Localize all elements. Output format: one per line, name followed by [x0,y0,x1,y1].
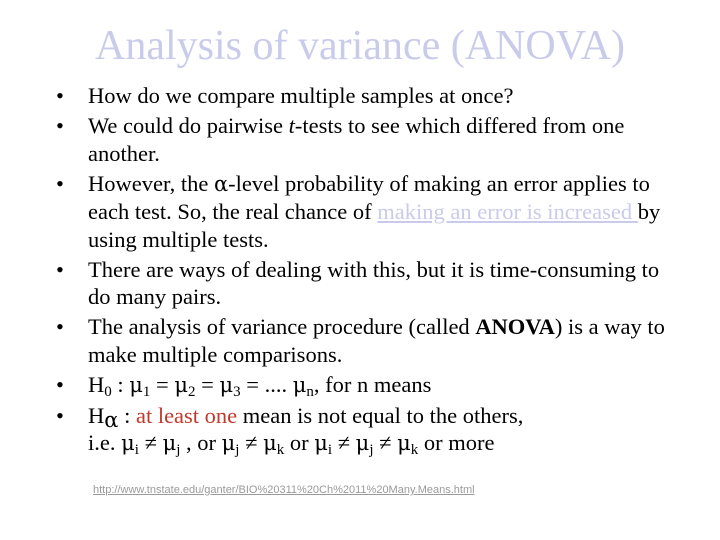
bullet-dot-icon: • [56,314,64,339]
bullet-dot-icon: • [56,256,64,282]
t-italic: t [288,113,295,138]
bullet-item [56,402,666,458]
bullet-list [56,82,666,460]
anova-bold: ANOVA [475,314,555,339]
alpha-symbol: α [213,171,229,196]
bullet-text: However, the [88,170,214,196]
bullet-text: -level probability of making an error applies to each test. So, the real chance of [88,170,650,224]
bullet-dot-icon: • [56,113,64,138]
bullet-text: by using multiple tests. [88,199,661,252]
bullet-text: ) is a way to make multiple comparisons. [88,314,665,367]
bullet-item [56,313,666,368]
bullet-item [56,112,666,167]
bullet-text: There are ways of dealing with this, but it is time-consuming to do many pairs. [88,256,660,309]
alt-hypothesis-example: i.e. $\mu_i \ne \mu_j$ , or $\mu_j \ne \mu_k$ or $\mu_i \ne \mu_j \ne \mu_k$ or more [88,430,495,458]
bullet-dot-icon: • [56,371,64,397]
null-hypothesis: $H_0$ : $\mu_1 = \mu_2 = \mu_3$ = .... $\mu_n$, for n means [88,371,432,400]
bullet-item [56,256,666,311]
bullet-text: We could do pairwise [88,113,289,138]
bullet-dot-icon: • [56,83,64,108]
highlight-text: at least one [135,402,238,428]
slide-title: Analysis of variance (ANOVA) [95,23,625,69]
bullet-dot-icon: • [56,402,64,428]
source-url-link[interactable]: http://www.tnstate.edu/ganter/BIO%20311%20Ch%2011%20Many.Means.html [93,484,475,496]
bullet-text: How do we compare multiple samples at once? [88,83,514,108]
bullet-text: -tests to see which differed from one another. [88,113,625,166]
bullet-item [56,82,666,110]
bullet-dot-icon: • [56,170,64,196]
alt-hypothesis: $H_\alpha$ : at least one mean is not equal to the others, [88,402,524,432]
bullet-text: The analysis of variance procedure (called [88,314,476,339]
bullet-item [56,371,666,400]
bullet-item [56,170,666,254]
error-rate-link[interactable]: making an error is increased [377,199,638,224]
